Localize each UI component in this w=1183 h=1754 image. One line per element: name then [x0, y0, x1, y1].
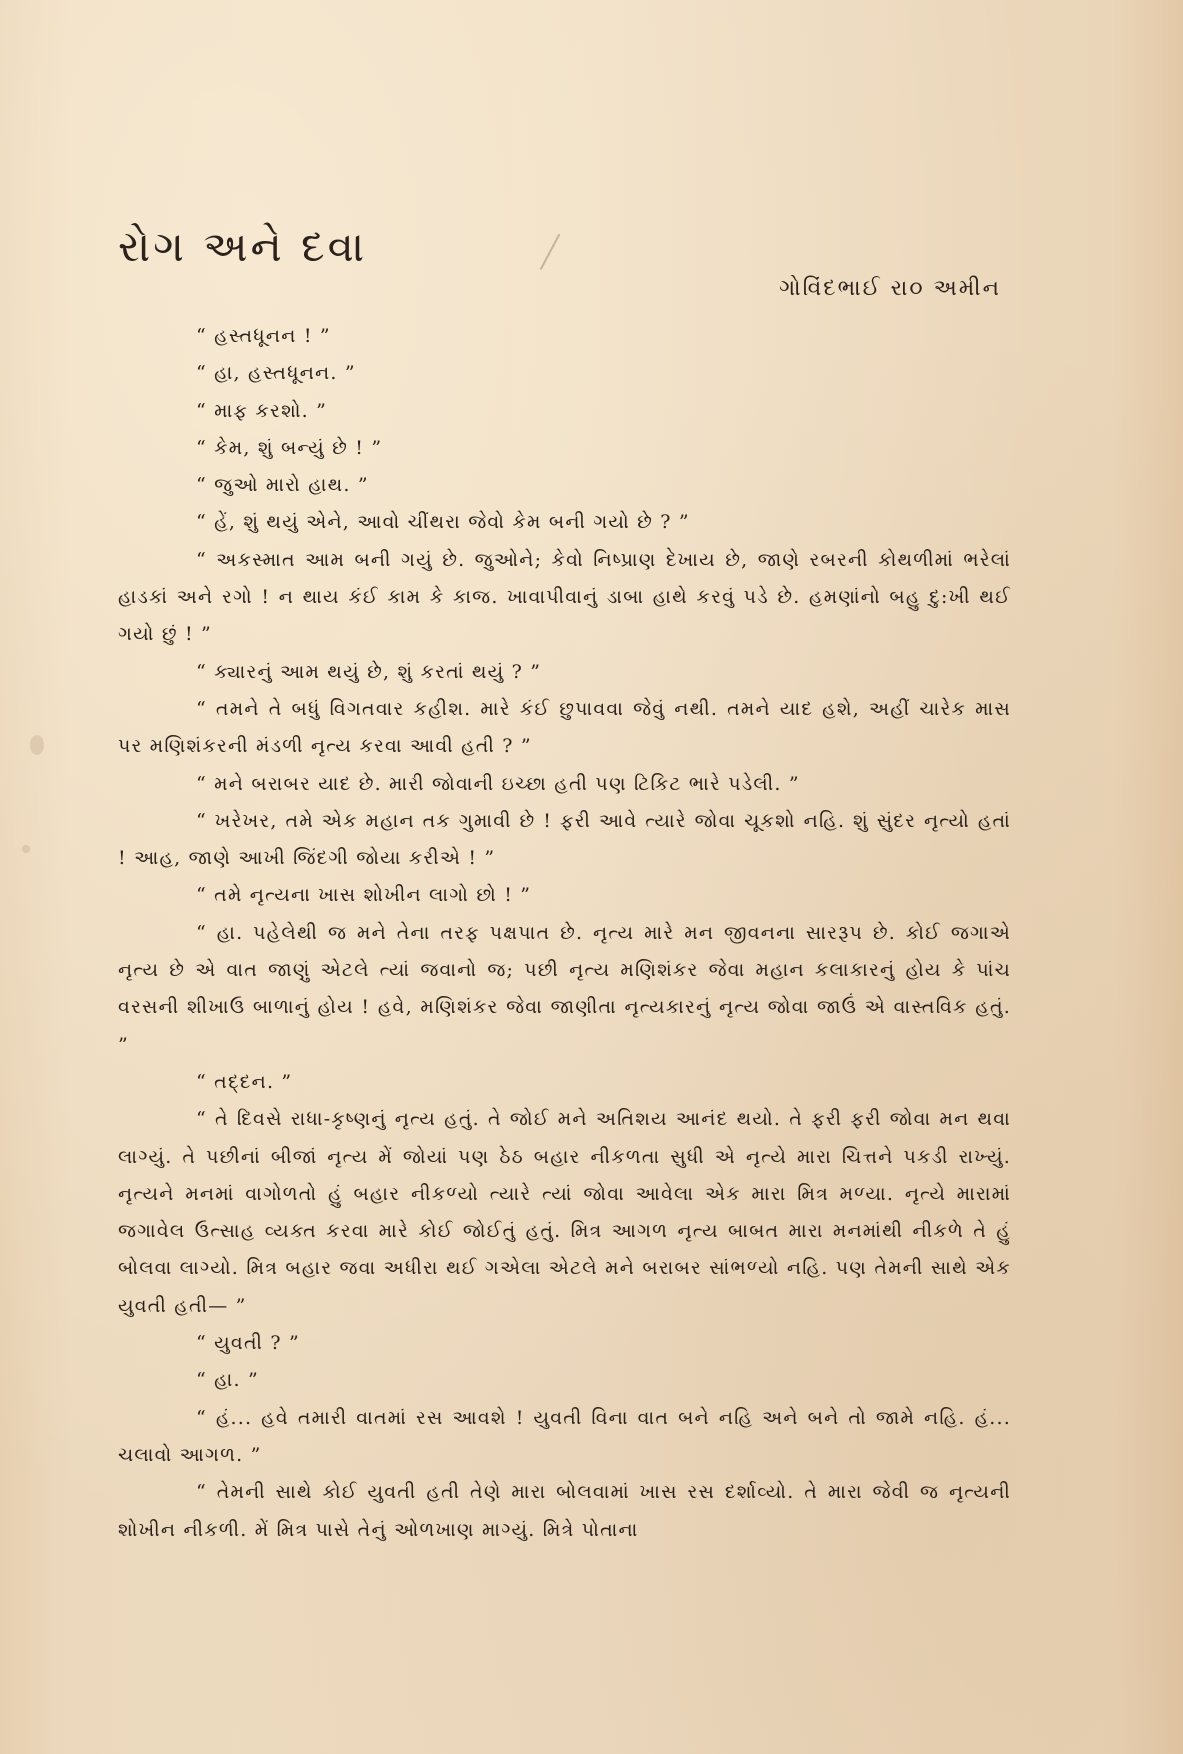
paragraph: “ અકસ્માત આમ બની ગયું છે. જુઓને; કેવો નિષ્પ્રાણ દેખાય છે, જાણે રબરની કોથળીમાં ભરેલાં હાડકાં અને રગો ! ન થાય કંઈ કામ કે કાજ. ખાવાપીવાનું ડાબા હાથે કરવું પડે છે. હમણાંનો બહુ દુ:ખી થઈ ગયો છું ! ”	[118, 548, 1011, 646]
paragraph: “ હેં, શું થયું એને, આવો ચીંથરા જેવો કેમ બની ગયો છે ? ”	[196, 511, 690, 534]
paragraph: “ હસ્તધૂનન ! ”	[196, 325, 331, 347]
pencil-mark	[540, 234, 576, 279]
paragraph: “ હા. ”	[196, 1369, 259, 1392]
paragraph: “ તેમની સાથે કોઈ યુવતી હતી તેણે મારા બોલવામાં ખાસ રસ દર્શાવ્યો. તે મારા જેવી જ નૃત્યની શોખીન નીકળી. મેં મિત્ર પાસે તેનું ઓળખાણ માગ્યું. મિત્રે પોતાના	[118, 1481, 1011, 1541]
paragraph: “ હં... હવે તમારી વાતમાં રસ આવશે ! યુવતી વિના વાત બને નહિ અને બને તો જામે નહિ. હં... ચલાવો આગળ. ”	[118, 1406, 1011, 1466]
article-author: ગોવિંદભાઈ રા૦ અમીન	[779, 276, 1001, 301]
paragraph: “ કેમ, શું બન્યું છે ! ”	[196, 436, 383, 459]
paragraph: “ તદ્દન. ”	[196, 1070, 293, 1093]
article-body	[118, 318, 1011, 1549]
paragraph: “ જુઓ મારો હાથ. ”	[196, 474, 369, 497]
paragraph: “ હા, હસ્તધૂનન. ”	[196, 362, 356, 385]
article-title: રોગ અને દવા	[118, 222, 368, 271]
paper-stain	[30, 735, 44, 755]
paragraph: “ તમને તે બધું વિગતવાર કહીશ. મારે કંઈ છુપાવવા જેવું નથી. તમને યાદ હશે, અહીં ચારેક માસ પર મણિશંકરની મંડળી નૃત્ય કરવા આવી હતી ? ”	[118, 697, 1011, 758]
paragraph: “ યુવતી ? ”	[196, 1332, 300, 1355]
paragraph: “ તે દિવસે રાધા-કૃષ્ણનું નૃત્ય હતું. તે જોઈ મને અતિશય આનંદ થયો. તે ફરી ફરી જોવા મન થવા લાગ્યું. તે પછીનાં બીજાં નૃત્ય મેં જોયાં પણ ઠેઠ બહાર નીકળતા સુધી એ નૃત્યે મારા ચિત્તને પકડી રાખ્યું. નૃત્યને મનમાં વાગોળતો હું બહાર નીકળ્યો ત્યારે ત્યાં જોવા આવેલા એક મારા મિત્ર મળ્યા. નૃત્યે મારામાં જગાવેલ ઉત્સાહ વ્યક્ત કરવા મારે કોઈ જોઈતું હતું. મિત્ર આગળ નૃત્ય બાબત મારા મનમાંથી નીકળે તે હું બોલવા લાગ્યો. મિત્ર બહાર જવા અધીરા થઈ ગએલા એટલે મને બરાબર સાંભળ્યો નહિ. પણ તેમની સાથે એક યુવતી હતી— ”	[118, 1108, 1011, 1317]
paragraph: “ મને બરાબર યાદ છે. મારી જોવાની ઇચ્છા હતી પણ ટિકિટ ભારે પડેલી. ”	[196, 772, 800, 795]
paragraph: “ હા. પહેલેથી જ મને તેના તરફ પક્ષપાત છે. નૃત્ય મારે મન જીવનના સારરૂપ છે. કોઈ જગાએ નૃત્ય છે એ વાત જાણું એટલે ત્યાં જવાનો જ; પછી નૃત્ય મણિશંકર જેવા મહાન કલાકારનું હોય કે પાંચ વરસની શીખાઉ બાળાનું હોય ! હવે, મણિશંકર જેવા જાણીતા નૃત્યકારનું નૃત્ય જોવા જાઉં એ વાસ્તવિક હતું. ”	[118, 921, 1011, 1056]
paragraph: “ ક્યારનું આમ થયું છે, શું કરતાં થયું ? ”	[196, 660, 542, 683]
paragraph: “ માફ કરશો. ”	[196, 399, 328, 422]
paragraph: “ ખરેખર, તમે એક મહાન તક ગુમાવી છે ! ફરી આવે ત્યારે જોવા ચૂકશો નહિ. શું સુંદર નૃત્યો હતાં ! આહ, જાણે આખી જિંદગી જોયા કરીએ ! ”	[118, 809, 1011, 870]
paper-stain	[22, 845, 30, 853]
paragraph: “ તમે નૃત્યના ખાસ શોખીન લાગો છો ! ”	[196, 884, 532, 907]
